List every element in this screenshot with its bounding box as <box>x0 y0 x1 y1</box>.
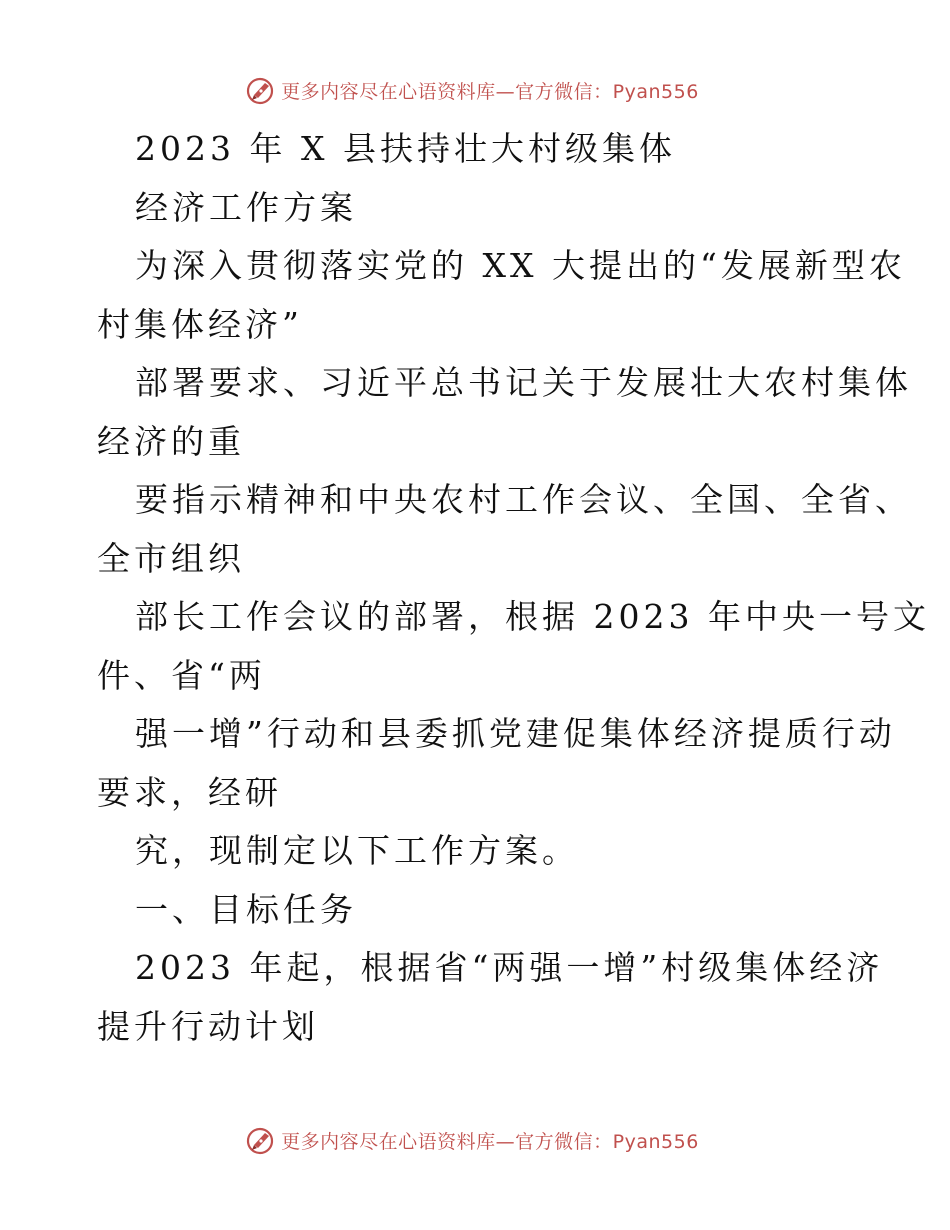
paragraph-line: 提升行动计划 <box>97 1006 319 1046</box>
paragraph-line: 强一增”行动和县委抓党建促集体经济提质行动 <box>135 714 896 753</box>
paragraph-line: 2023 年起，根据省“两强一增”村级集体经济 <box>135 948 884 987</box>
paragraph-line: 部长工作会议的部署，根据 2023 年中央一号文 <box>135 597 930 636</box>
paragraph-line: 为深入贯彻落实党的 XX 大提出的“发展新型农 <box>135 246 906 285</box>
paragraph-line: 究，现制定以下工作方案。 <box>135 831 579 870</box>
paragraph-line: 要指示精神和中央农村工作会议、全国、全省、 <box>135 480 912 519</box>
paragraph-line: 要求，经研 <box>97 772 282 812</box>
paragraph-line: 村集体经济” <box>97 304 303 344</box>
paragraph-line: 部署要求、习近平总书记关于发展壮大农村集体 <box>135 363 912 402</box>
section-heading: 一、目标任务 <box>135 889 357 929</box>
document-body <box>97 120 930 1056</box>
pen-logo-icon <box>245 1124 277 1156</box>
paragraph-line: 件、省“两 <box>97 655 266 695</box>
pen-logo-icon <box>245 74 277 106</box>
title-line-1: 2023 年 X 县扶持壮大村级集体 <box>135 129 676 168</box>
title-line-2: 经济工作方案 <box>135 187 357 227</box>
paragraph-line: 全市组织 <box>97 538 245 578</box>
watermark-text: 更多内容尽在心语资料库—官方微信：Pyan556 <box>281 1130 699 1153</box>
footer-watermark <box>0 1120 950 1160</box>
header-watermark <box>0 70 950 110</box>
paragraph-line: 经济的重 <box>97 421 245 461</box>
watermark-text: 更多内容尽在心语资料库—官方微信：Pyan556 <box>281 80 699 103</box>
